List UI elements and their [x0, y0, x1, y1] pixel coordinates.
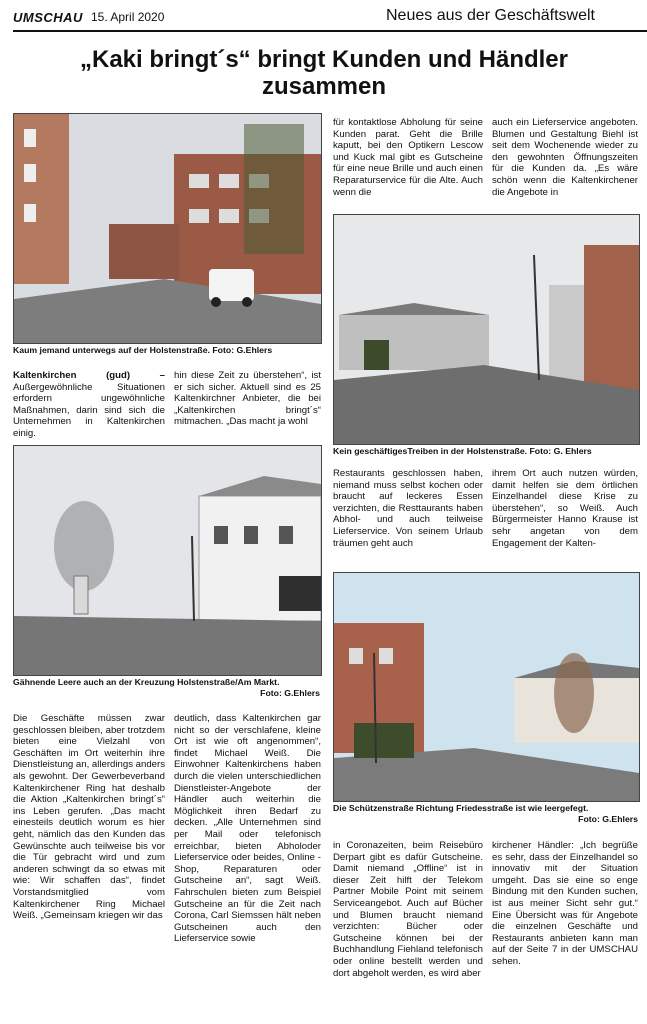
brand-logo: UMSCHAU [13, 10, 83, 25]
header-rule [13, 30, 647, 32]
article-lead-paragraph [13, 370, 165, 440]
col4-bottom-text: kirchener Händler: „Ich begrüße es sehr, dass der Einzelhandel so innovativ mit der Situation umgeht. Das sie eine so enge Bindung mit den Kunden suchen, ist aus meiner Sicht sehr gut.“ Eine Übersicht was für Angebote die einzelnen Geschäfte und Restaurants anbieten kann man auf der Seite 7 in der UMSCHAU sehen. [492, 840, 638, 967]
col3-top-text: für kontaktlose Abholung für seine Kunden parat. Geht die Brille kaputt, bei den Optikern Lescow und Kuck mal gibt es Gutscheine für eine neue Brille und auch einen Reparaturservice für die Alte. Auch wenn die [333, 117, 483, 198]
issue-date: 15. April 2020 [91, 10, 165, 24]
photo-holstenstrasse-1 [13, 113, 322, 344]
col4-top-text: auch ein Lieferservice angeboten. Blumen und Gestaltung Biehl ist seit dem Wochenende wieder zu den gewohnten Öffnungszeiten für die Kunden da. „Es wäre schön wenn die Kaltenkirchener die Angebote in [492, 117, 638, 198]
caption-photo-3 [13, 677, 320, 698]
photo-kreuzung-am-markt [13, 445, 322, 676]
caption-photo-4-text: Die Schützenstraße Richtung Friedesstraße ist wie leergefegt. [333, 803, 589, 813]
col4-mid-text: ihrem Ort auch nutzen würden, damit helfen sie dem örtlichen Einzelhandel diese Krise zu überstehen“, so Weiß. Auch Bürgermeister Hanno Krause ist sehr angetan von dem Engagement der Kalten- [492, 468, 638, 549]
caption-photo-4-credit: Foto: G.Ehlers [578, 813, 638, 824]
caption-photo-4 [333, 803, 638, 824]
caption-photo-2: Kein geschäftigesTreiben in der Holstenstraße. Foto: G. Ehlers [333, 446, 592, 456]
masthead [13, 4, 635, 28]
section-title: Neues aus der Geschäftswelt [386, 7, 595, 24]
col3-bottom-text: in Coronazeiten, beim Reisebüro Derpart gibt es dafür Gutscheine. Damit niemand „Offline“ ist in dieser Zeit hilft der Telekom Partner Mobile Point mit seinem Serviceangebot. Auch auf Bücher und Blumen braucht niemand verzichten: Bücher oder Gutscheine können bei der Buchhandlung Fiehland telefonisch oder online bestellt werden und dort abgeholt werden, es wird aber [333, 840, 483, 979]
dateline: Kaltenkirchen (gud) – [13, 370, 165, 381]
title-line-2: zusammen [261, 73, 387, 100]
col1-bottom-text: Die Geschäfte müssen zwar geschlossen bleiben, aber trotzdem bieten eine Vielzahl von Geschäften im Ort weiterhin ihre Dienstleistung an, allerdings anders als gewohnt. Der Gewerbeverband Kaltenkirchener Ring hat deshalb die Aktion „Kaltenkirchen bringt´s“ ins Leben gerufen. „Das macht einesteils deutlich worum es hier geht, nämlich das den Kunden das Gewünschte auch teilweise bis vor die Tür gebracht wird und zum anderen schwingt da so etwas mit wie: Wir schaffen das“, findet Vorstandsmitglied vom Kaltenkirchener Ring Michael Weiß. „Gemeinsam kriegen wir das [13, 713, 165, 922]
caption-photo-1: Kaum jemand unterwegs auf der Holstenstraße. Foto: G.Ehlers [13, 345, 273, 355]
photo-schuetzenstrasse [333, 572, 640, 802]
lead-text: Außergewöhnliche Situationen erfordern ungewöhnliche Maßnahmen, darin sind sich die Unternehmen in Kaltenkirchen einig. [13, 381, 165, 439]
caption-photo-3-credit: Foto: G.Ehlers [260, 687, 320, 698]
col3-mid-text: Restaurants geschlossen haben, niemand muss selbst kochen oder braucht auf leckeres Essen verzichten, die Resttaurants haben Abhol- und auch teilweise Lieferservice. Von seinem Urlaub träumen geht auch [333, 468, 483, 549]
article-title [13, 46, 635, 100]
col2-bottom-text: deutlich, dass Kaltenkirchen gar nicht so der verschlafene, kleine Ort ist wie oft angenommen“, findet Michael Weiß. Die Einwohner Kaltenkirchens haben durch die vielen unterschiedlichen Dienstleister-Angebote der Händler auch weiterhin die Möglichkeit ihren Bedarf zu decken. „Alle Unternehmen sind per Mail oder telefonisch erreichbar, bieten Abholoder Lieferservice oder beides, Online -Shop, Reparaturen oder Gutscheine an“, sagt Weiß. Fahrschulen bieten zum Beispiel Gutscheine an für die Zeit nach Corona, Carl Siemssen hält neben Gutscheinen auch den Lieferservice sowie [174, 713, 321, 945]
photo-holstenstrasse-2 [333, 214, 640, 445]
title-line-1: „Kaki bringt´s“ bringt Kunden und Händler [80, 46, 568, 73]
caption-photo-3-text: Gähnende Leere auch an der Kreuzung Holstenstraße/Am Markt. [13, 677, 280, 687]
col2-intro-text: hin diese Zeit zu überstehen“, ist er sich sicher. Aktuell sind es 25 Kaltenkirchner Anbieter, die bei „Kaltenkirchen bringt´s“ mitmachen. „Das macht ja wohl [174, 370, 321, 428]
